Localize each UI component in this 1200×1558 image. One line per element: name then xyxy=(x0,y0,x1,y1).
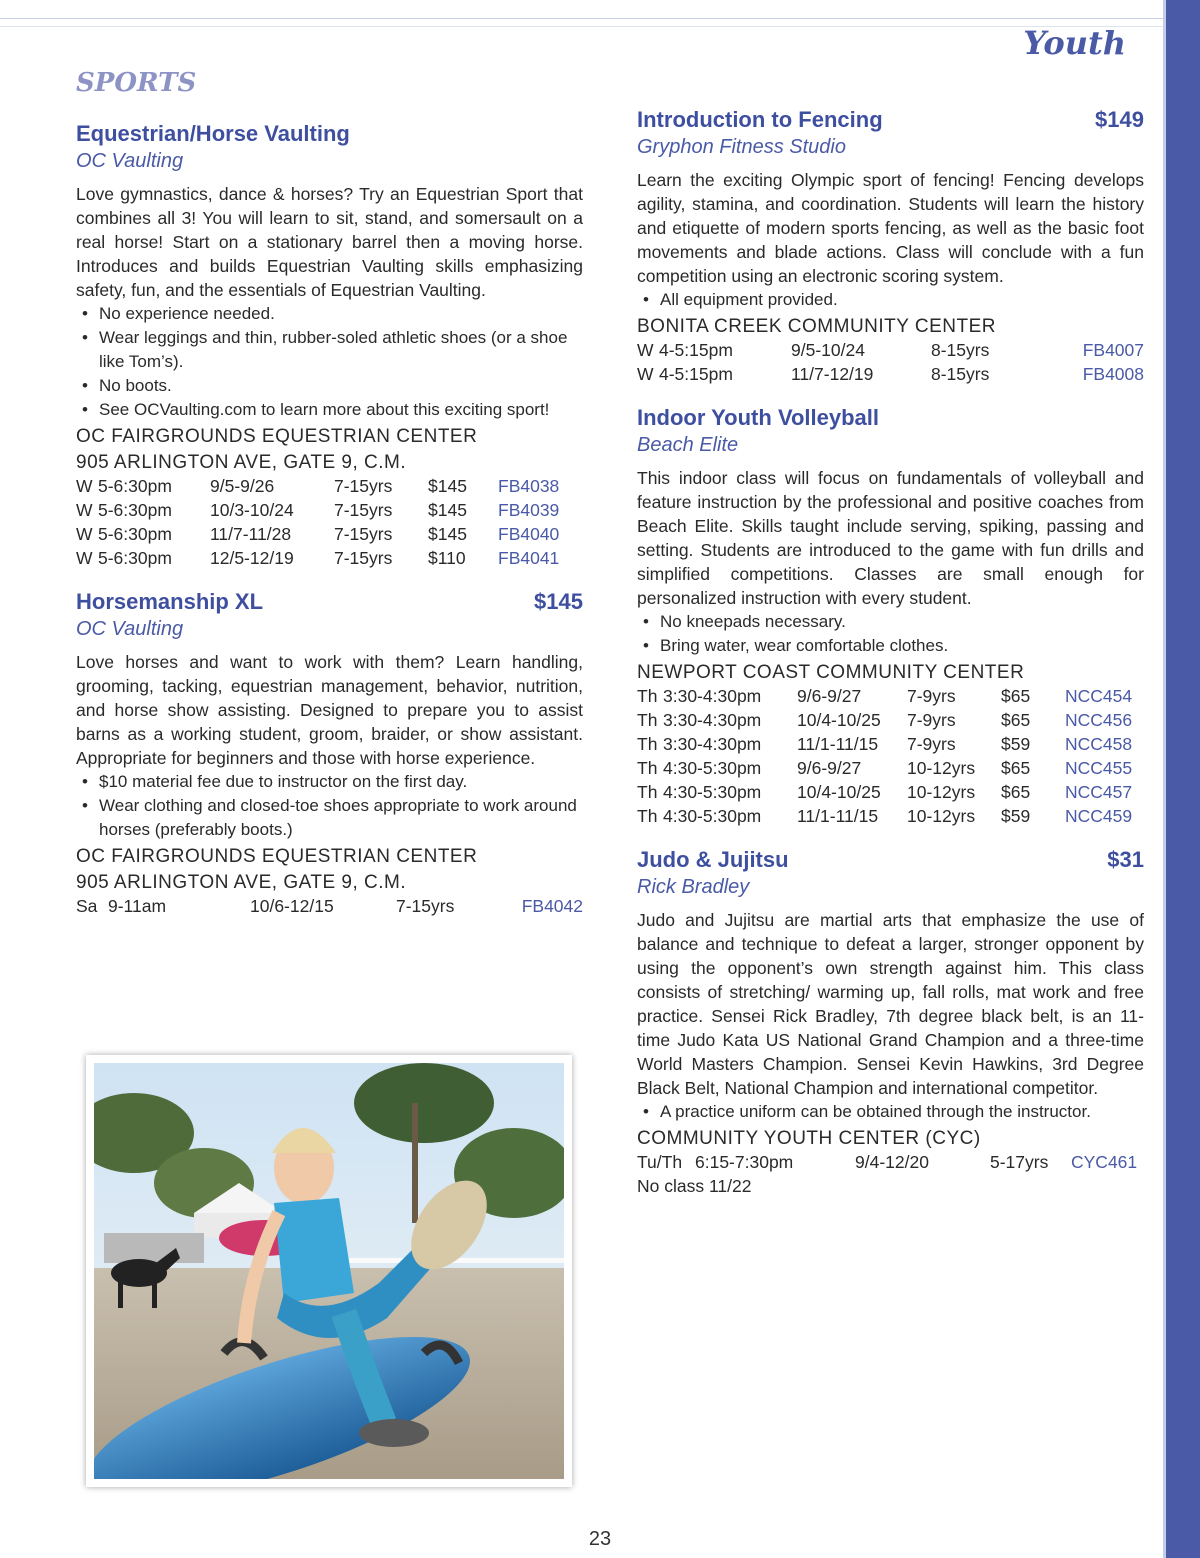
section-tag: Youth xyxy=(1023,24,1126,62)
schedule-table xyxy=(637,1150,1144,1174)
schedule-row: W 5-6:30pm 10/3-10/24 7-15yrs $145 FB4039 xyxy=(76,500,560,520)
schedule-row: W 4-5:15pm 11/7-12/19 8-15yrs FB4008 xyxy=(637,364,1144,384)
course-provider: Rick Bradley xyxy=(637,876,750,898)
course-bullets xyxy=(76,770,583,842)
course-bullets xyxy=(76,302,583,422)
bullet-item: • No kneepads necessary. xyxy=(637,610,1144,634)
bullet-item: • $10 material fee due to instructor on the first day. xyxy=(76,770,583,794)
schedule-row: W 5-6:30pm 9/5-9/26 7-15yrs $145 FB4038 xyxy=(76,476,560,496)
location-address: 905 ARLINGTON AVE, GATE 9, C.M. xyxy=(76,452,407,473)
course-title: Judo & Jujitsu $31 xyxy=(637,847,1144,872)
schedule-row: Th 3:30-4:30pm 9/6-9/27 7-9yrs $65 NCC454 xyxy=(637,686,1133,706)
schedule-row: Th 3:30-4:30pm 10/4-10/25 7-9yrs $65 NCC456 xyxy=(637,710,1133,730)
location-address: 905 ARLINGTON AVE, GATE 9, C.M. xyxy=(76,872,407,893)
schedule-row: W 5-6:30pm 11/7-11/28 7-15yrs $145 FB4040 xyxy=(76,524,560,544)
schedule-table xyxy=(76,474,583,570)
class-code[interactable]: CYC461 xyxy=(1071,1152,1138,1172)
course-price: $145 xyxy=(534,589,583,614)
left-column xyxy=(76,120,583,936)
schedule-table xyxy=(637,684,1144,828)
class-code[interactable]: FB4038 xyxy=(498,476,560,496)
course-description: Love gymnastics, dance & horses? Try an Equestrian Sport that combines all 3! You will learn to sit, stand, and somersault on a real horse! Start on a stationary barrel then a moving horse. Introduces and builds Equestrian Vaulting skills emphasizing safety, fun, and the essentials of Equestrian Vaulting. xyxy=(76,184,583,300)
class-code[interactable]: NCC457 xyxy=(1065,782,1133,802)
course-title: Introduction to Fencing $149 xyxy=(637,107,1144,132)
course-title: Horsemanship XL $145 xyxy=(76,589,583,614)
bullet-item: • Bring water, wear comfortable clothes. xyxy=(637,634,1144,658)
class-code[interactable]: FB4008 xyxy=(1082,364,1144,384)
section-title: SPORTS xyxy=(76,68,197,98)
vaulting-photo xyxy=(94,1063,564,1479)
right-column xyxy=(637,106,1144,1216)
header-rule-2 xyxy=(0,26,1170,27)
course-description: Judo and Jujitsu are martial arts that emphasize the use of balance and technique to defeat a larger, stronger opponent by using the opponent’s own strength against him. This class consists of stretching/ warming up, fall rolls, mat work and free practice. Sensei Rick Bradley, 7th degree black belt, is an 11-time Judo Kata US National Grand Champion and a three-time World Masters Champion. Sensei Kevin Hawkins, 3rd Degree Black Belt, National Champion and international competitor. xyxy=(637,910,1144,1098)
class-code[interactable]: FB4040 xyxy=(498,524,560,544)
schedule-note: No class 11/22 xyxy=(637,1176,752,1196)
bullet-item: • No experience needed. xyxy=(76,302,583,326)
photo-frame xyxy=(86,1055,572,1487)
bullet-item: • See OCVaulting.com to learn more about this exciting sport! xyxy=(76,398,583,422)
class-code[interactable]: NCC454 xyxy=(1065,686,1133,706)
class-code[interactable]: FB4007 xyxy=(1082,340,1144,360)
schedule-row: W 5-6:30pm 12/5-12/19 7-15yrs $110 FB4041 xyxy=(76,548,560,568)
course-provider: Gryphon Fitness Studio xyxy=(637,136,846,158)
schedule-row: Sa 9-11am 10/6-12/15 7-15yrs FB4042 xyxy=(76,896,583,916)
location-name: BONITA CREEK COMMUNITY CENTER xyxy=(637,316,996,337)
class-code[interactable]: NCC455 xyxy=(1065,758,1133,778)
class-code[interactable]: NCC456 xyxy=(1065,710,1133,730)
course-bullets xyxy=(637,610,1144,658)
bullet-item: • Wear leggings and thin, rubber-soled athletic shoes (or a shoe like Tom’s). xyxy=(76,326,583,374)
course-description: Love horses and want to work with them? Learn handling, grooming, tacking, equestrian management, behavior, nutrition, and horse show assisting. Designed to prepare you to assist barns as a working student, groom, braider, or show assistant. Appropriate for beginners and those with horse experience. xyxy=(76,652,583,768)
header-rule xyxy=(0,18,1170,19)
class-code[interactable]: FB4041 xyxy=(498,548,560,568)
location-name: NEWPORT COAST COMMUNITY CENTER xyxy=(637,662,1025,683)
course-price: $149 xyxy=(1095,107,1144,132)
class-code[interactable]: NCC458 xyxy=(1065,734,1133,754)
side-color-bar xyxy=(1166,0,1200,1558)
course-fencing xyxy=(637,106,1144,386)
course-vaulting xyxy=(76,120,583,570)
bullet-item: • Wear clothing and closed-toe shoes appropriate to work around horses (preferably boots.) xyxy=(76,794,583,842)
course-bullets xyxy=(637,288,1144,312)
course-provider: OC Vaulting xyxy=(76,150,184,172)
location-name: OC FAIRGROUNDS EQUESTRIAN CENTER xyxy=(76,426,478,447)
course-title: Indoor Youth Volleyball xyxy=(637,405,880,430)
location-name: OC FAIRGROUNDS EQUESTRIAN CENTER xyxy=(76,846,478,867)
course-description: Learn the exciting Olympic sport of fencing! Fencing develops agility, stamina, and coordination. Students will learn the history and etiquette of modern sports fencing, as well as the basic foot movements and blade actions. Class will conclude with a fun competition using an electronic scoring system. xyxy=(637,170,1144,286)
page-number: 23 xyxy=(588,1528,612,1550)
course-horsemanship xyxy=(76,588,583,918)
course-provider: OC Vaulting xyxy=(76,618,184,640)
course-title: Equestrian/Horse Vaulting xyxy=(76,121,350,146)
location-name: COMMUNITY YOUTH CENTER (CYC) xyxy=(637,1128,981,1149)
bullet-item: • A practice uniform can be obtained through the instructor. xyxy=(637,1100,1144,1124)
schedule-row: Th 3:30-4:30pm 11/1-11/15 7-9yrs $59 NCC458 xyxy=(637,734,1133,754)
schedule-table xyxy=(637,338,1144,386)
schedule-row: Tu/Th 6:15-7:30pm 9/4-12/20 5-17yrs CYC461 xyxy=(637,1152,1138,1172)
schedule-row: Th 4:30-5:30pm 11/1-11/15 10-12yrs $59 NCC459 xyxy=(637,806,1133,826)
course-price: $31 xyxy=(1107,847,1144,872)
course-bullets xyxy=(637,1100,1144,1124)
schedule-row: Th 4:30-5:30pm 9/6-9/27 10-12yrs $65 NCC455 xyxy=(637,758,1133,778)
schedule-row: W 4-5:15pm 9/5-10/24 8-15yrs FB4007 xyxy=(637,340,1144,360)
class-code[interactable]: FB4042 xyxy=(521,896,583,916)
course-description: This indoor class will focus on fundamentals of volleyball and feature instruction by the professional and positive coaches from Beach Elite. Skills taught include serving, spiking, passing and setting. Students are introduced to the game with fun drills and simplified competitions. Classes are small enough for personalized instruction with every student. xyxy=(637,468,1144,608)
class-code[interactable]: NCC459 xyxy=(1065,806,1133,826)
bullet-item: • All equipment provided. xyxy=(637,288,1144,312)
class-code[interactable]: FB4039 xyxy=(498,500,560,520)
schedule-table xyxy=(76,894,583,918)
course-judo xyxy=(637,846,1144,1198)
course-provider: Beach Elite xyxy=(637,434,739,456)
schedule-row: Th 4:30-5:30pm 10/4-10/25 10-12yrs $65 NCC457 xyxy=(637,782,1133,802)
course-volleyball xyxy=(637,404,1144,828)
bullet-item: • No boots. xyxy=(76,374,583,398)
